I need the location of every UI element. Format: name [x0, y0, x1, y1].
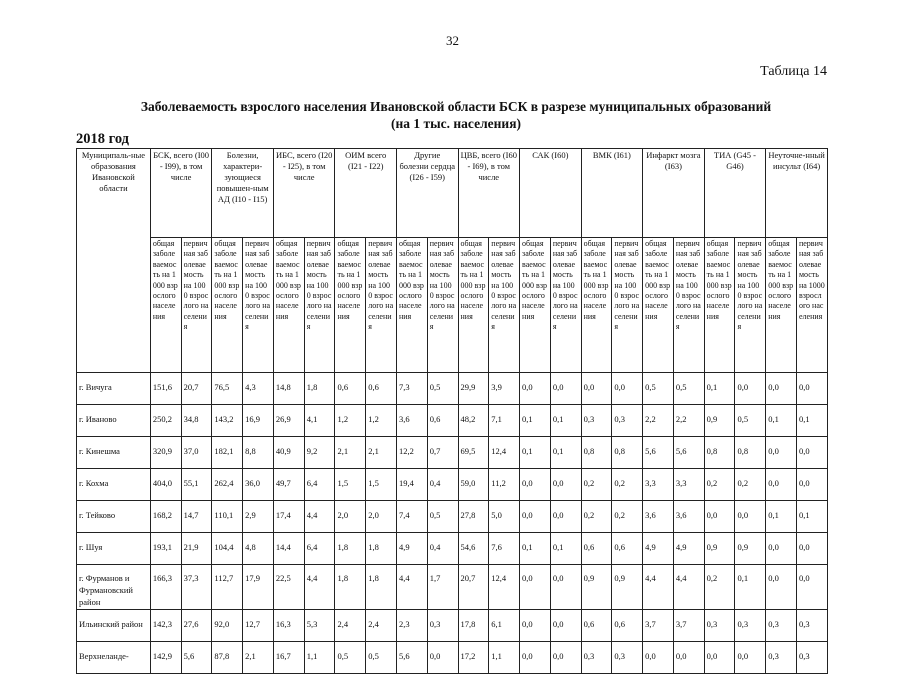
table-cell: 4,4	[304, 565, 335, 610]
table-cell: 2,1	[335, 437, 366, 469]
table-cell: 1,2	[366, 405, 397, 437]
header-primary-morbidity: первичная заболеваемость на 1000 взрослого населения	[796, 238, 827, 373]
table-cell: 0,3	[766, 610, 797, 642]
table-cell: 0,2	[612, 501, 643, 533]
table-cell: 0,0	[550, 373, 581, 405]
table-cell: 14,4	[273, 533, 304, 565]
table-row	[77, 405, 828, 437]
header-group: ЦВБ, всего (I60 - I69), в том числе	[458, 149, 520, 238]
header-general-morbidity: общая заболеваемость на 1000 взрослого населения	[396, 238, 427, 373]
header-group: ИБС, всего (I20 - I25), в том числе	[273, 149, 335, 238]
table-cell: 6,4	[304, 469, 335, 501]
table-cell: 1,8	[335, 565, 366, 610]
table-cell: 12,4	[489, 565, 520, 610]
table-cell: 5,0	[489, 501, 520, 533]
table-cell: 143,2	[212, 405, 243, 437]
table-cell: 19,4	[396, 469, 427, 501]
table-cell: 2,2	[643, 405, 674, 437]
table-cell: 0,5	[335, 642, 366, 674]
table-cell: 0,6	[581, 610, 612, 642]
table-cell: 1,5	[335, 469, 366, 501]
table-cell: 21,9	[181, 533, 212, 565]
table-cell: 1,8	[335, 533, 366, 565]
table-cell: 0,6	[581, 533, 612, 565]
header-group: ВМК (I61)	[581, 149, 643, 238]
table-cell: 2,0	[366, 501, 397, 533]
table-cell: 17,8	[458, 610, 489, 642]
table-cell: 0,8	[581, 437, 612, 469]
table-cell: 20,7	[181, 373, 212, 405]
header-primary-morbidity: первичная заболеваемость на 1000 взрослого населения	[550, 238, 581, 373]
table-cell: 0,1	[766, 405, 797, 437]
table-cell: 5,6	[643, 437, 674, 469]
table-cell: 14,8	[273, 373, 304, 405]
table-label: Таблица 14	[760, 64, 827, 79]
table-cell: 0,1	[520, 437, 551, 469]
header-group: ОИМ всего (I21 - I22)	[335, 149, 397, 238]
table-cell: 3,3	[673, 469, 704, 501]
table-cell: 3,7	[673, 610, 704, 642]
municipality-name: г. Тейково	[77, 501, 151, 533]
header-general-morbidity: общая заболеваемость на 1000 взрослого населения	[581, 238, 612, 373]
table-row	[77, 501, 828, 533]
table-cell: 0,0	[550, 610, 581, 642]
header-general-morbidity: общая заболеваемость на 1000 взрослого населения	[335, 238, 366, 373]
table-cell: 40,9	[273, 437, 304, 469]
header-general-morbidity: общая заболеваемость на 1000 взрослого населения	[458, 238, 489, 373]
header-primary-morbidity: первичная заболеваемость на 1000 взрослого населения	[489, 238, 520, 373]
table-cell: 3,9	[489, 373, 520, 405]
table-cell: 0,3	[735, 610, 766, 642]
table-cell: 16,9	[243, 405, 274, 437]
table-cell: 2,4	[335, 610, 366, 642]
table-cell: 4,9	[673, 533, 704, 565]
table-cell: 0,9	[704, 405, 735, 437]
table-cell: 0,0	[766, 565, 797, 610]
table-cell: 2,4	[366, 610, 397, 642]
table-cell: 22,5	[273, 565, 304, 610]
table-cell: 0,5	[643, 373, 674, 405]
table-cell: 1,2	[335, 405, 366, 437]
table-cell: 3,6	[673, 501, 704, 533]
table-cell: 0,0	[550, 501, 581, 533]
table-cell: 7,4	[396, 501, 427, 533]
table-cell: 0,0	[520, 501, 551, 533]
table-cell: 55,1	[181, 469, 212, 501]
header-municipality: Муниципаль-ные образования Ивановской области	[77, 149, 151, 373]
table-cell: 0,3	[581, 405, 612, 437]
table-cell: 0,0	[427, 642, 458, 674]
table-cell: 0,3	[766, 642, 797, 674]
header-group: ТИА (G45 - G46)	[704, 149, 766, 238]
table-cell: 2,3	[396, 610, 427, 642]
table-row	[77, 437, 828, 469]
table-cell: 0,2	[612, 469, 643, 501]
header-primary-morbidity: первичная заболеваемость на 1000 взрослого населения	[612, 238, 643, 373]
table-cell: 12,2	[396, 437, 427, 469]
table-cell: 0,9	[735, 533, 766, 565]
table-cell: 5,6	[673, 437, 704, 469]
table-row	[77, 642, 828, 674]
table-cell: 87,8	[212, 642, 243, 674]
table-cell: 2,2	[673, 405, 704, 437]
municipality-name: Ильинский район	[77, 610, 151, 642]
header-primary-morbidity: первичная заболеваемость на 1000 взрослого населения	[427, 238, 458, 373]
table-cell: 4,1	[304, 405, 335, 437]
header-group-row	[77, 149, 828, 238]
municipality-name: г. Иваново	[77, 405, 151, 437]
table-cell: 1,1	[489, 642, 520, 674]
header-primary-morbidity: первичная заболеваемость на 1000 взрослого населения	[366, 238, 397, 373]
table-cell: 0,4	[427, 533, 458, 565]
table-cell: 36,0	[243, 469, 274, 501]
table-row	[77, 610, 828, 642]
table-cell: 1,5	[366, 469, 397, 501]
table-cell: 2,0	[335, 501, 366, 533]
table-cell: 3,3	[643, 469, 674, 501]
table-cell: 16,7	[273, 642, 304, 674]
table-cell: 0,1	[550, 533, 581, 565]
header-group: Инфаркт мозга (I63)	[643, 149, 705, 238]
table-cell: 0,3	[796, 642, 827, 674]
table-cell: 26,9	[273, 405, 304, 437]
table-cell: 11,2	[489, 469, 520, 501]
table-cell: 193,1	[150, 533, 181, 565]
table-cell: 1,8	[304, 373, 335, 405]
table-cell: 320,9	[150, 437, 181, 469]
table-cell: 112,7	[212, 565, 243, 610]
table-cell: 142,9	[150, 642, 181, 674]
table-cell: 0,0	[735, 501, 766, 533]
table-cell: 0,6	[427, 405, 458, 437]
table-cell: 0,0	[766, 469, 797, 501]
table-cell: 0,9	[704, 533, 735, 565]
table-cell: 0,1	[796, 501, 827, 533]
table-cell: 0,1	[550, 437, 581, 469]
table-cell: 27,8	[458, 501, 489, 533]
table-cell: 20,7	[458, 565, 489, 610]
table-body	[77, 373, 828, 674]
header-general-morbidity: общая заболеваемость на 1000 взрослого населения	[150, 238, 181, 373]
table-cell: 110,1	[212, 501, 243, 533]
table-cell: 12,7	[243, 610, 274, 642]
table-row	[77, 533, 828, 565]
header-general-morbidity: общая заболеваемость на 1000 взрослого населения	[643, 238, 674, 373]
table-cell: 0,1	[704, 373, 735, 405]
table-cell: 0,0	[520, 373, 551, 405]
table-cell: 4,9	[643, 533, 674, 565]
municipality-name: г. Кинешма	[77, 437, 151, 469]
header-general-morbidity: общая заболеваемость на 1000 взрослого населения	[520, 238, 551, 373]
table-cell: 1,8	[366, 533, 397, 565]
table-cell: 5,6	[396, 642, 427, 674]
table-cell: 49,7	[273, 469, 304, 501]
table-cell: 17,2	[458, 642, 489, 674]
table-cell: 4,4	[304, 501, 335, 533]
table-cell: 4,4	[673, 565, 704, 610]
table-cell: 0,0	[550, 642, 581, 674]
table-cell: 182,1	[212, 437, 243, 469]
table-cell: 0,0	[766, 437, 797, 469]
table-cell: 54,6	[458, 533, 489, 565]
table-cell: 1,1	[304, 642, 335, 674]
table-cell: 2,9	[243, 501, 274, 533]
header-primary-morbidity: первичная заболеваемость на 1000 взрослого населения	[243, 238, 274, 373]
table-cell: 0,3	[581, 642, 612, 674]
header-group: БСК, всего (I00 - I99), в том числе	[150, 149, 212, 238]
table-cell: 0,1	[796, 405, 827, 437]
table-cell: 29,9	[458, 373, 489, 405]
table-cell: 0,0	[520, 642, 551, 674]
header-general-morbidity: общая заболеваемость на 1000 взрослого населения	[212, 238, 243, 373]
municipality-name: г. Вичуга	[77, 373, 151, 405]
table-cell: 166,3	[150, 565, 181, 610]
table-cell: 0,0	[520, 610, 551, 642]
table-cell: 0,0	[581, 373, 612, 405]
table-cell: 0,8	[612, 437, 643, 469]
table-cell: 17,4	[273, 501, 304, 533]
table-cell: 6,1	[489, 610, 520, 642]
table-cell: 0,0	[643, 642, 674, 674]
table-cell: 0,5	[366, 642, 397, 674]
table-cell: 0,1	[550, 405, 581, 437]
table-cell: 37,3	[181, 565, 212, 610]
table-row	[77, 469, 828, 501]
table-cell: 1,8	[366, 565, 397, 610]
table-cell: 0,7	[427, 437, 458, 469]
table-cell: 0,0	[796, 437, 827, 469]
table-cell: 0,3	[427, 610, 458, 642]
table-cell: 12,4	[489, 437, 520, 469]
header-group: Неуточне-нный инсульт (I64)	[766, 149, 828, 238]
table-cell: 0,5	[673, 373, 704, 405]
table-cell: 3,6	[396, 405, 427, 437]
table-cell: 0,5	[427, 501, 458, 533]
table-cell: 0,3	[796, 610, 827, 642]
header-primary-morbidity: первичная заболеваемость на 1000 взрослого населения	[673, 238, 704, 373]
table-cell: 0,1	[735, 565, 766, 610]
table-cell: 17,9	[243, 565, 274, 610]
table-cell: 0,0	[520, 565, 551, 610]
table-cell: 0,1	[766, 501, 797, 533]
table-cell: 0,2	[704, 469, 735, 501]
title-line-1: Заболеваемость взрослого населения Ивановской области БСК в разрезе муниципальных образований	[140, 99, 772, 114]
table-cell: 0,0	[766, 533, 797, 565]
table-cell: 48,2	[458, 405, 489, 437]
table-cell: 168,2	[150, 501, 181, 533]
table-cell: 8,8	[243, 437, 274, 469]
table-cell: 34,8	[181, 405, 212, 437]
table-cell: 0,0	[520, 469, 551, 501]
table-cell: 0,0	[796, 373, 827, 405]
table-cell: 5,3	[304, 610, 335, 642]
table-cell: 0,3	[704, 610, 735, 642]
table-cell: 0,0	[550, 469, 581, 501]
table-cell: 0,6	[612, 533, 643, 565]
table-cell: 1,7	[427, 565, 458, 610]
table-cell: 7,1	[489, 405, 520, 437]
morbidity-table	[76, 148, 828, 674]
header-primary-morbidity: первичная заболеваемость на 1000 взрослого населения	[304, 238, 335, 373]
header-primary-morbidity: первичная заболеваемость на 1000 взрослого населения	[735, 238, 766, 373]
table-cell: 4,8	[243, 533, 274, 565]
table-cell: 0,0	[550, 565, 581, 610]
table-cell: 0,0	[704, 642, 735, 674]
table-cell: 0,0	[796, 533, 827, 565]
table-cell: 16,3	[273, 610, 304, 642]
table-cell: 0,1	[520, 533, 551, 565]
table-cell: 0,2	[581, 501, 612, 533]
table-cell: 0,6	[612, 610, 643, 642]
page-number: 32	[446, 33, 459, 48]
table-cell: 3,6	[643, 501, 674, 533]
table-cell: 4,3	[243, 373, 274, 405]
title-line-2: (на 1 тыс. населения)	[390, 116, 522, 131]
table-cell: 37,0	[181, 437, 212, 469]
table-cell: 0,2	[581, 469, 612, 501]
table-cell: 3,7	[643, 610, 674, 642]
table-cell: 0,0	[612, 373, 643, 405]
table-cell: 5,6	[181, 642, 212, 674]
table-cell: 0,4	[427, 469, 458, 501]
table-cell: 0,6	[366, 373, 397, 405]
table-cell: 9,2	[304, 437, 335, 469]
table-cell: 0,1	[520, 405, 551, 437]
table-title	[60, 98, 852, 132]
table-cell: 0,0	[735, 642, 766, 674]
table-cell: 0,9	[612, 565, 643, 610]
table-cell: 404,0	[150, 469, 181, 501]
header-sub-row	[77, 238, 828, 373]
table-cell: 0,3	[612, 642, 643, 674]
header-group: Болезни, характери-зующиеся повышен-ным АД (I10 - I15)	[212, 149, 274, 238]
table-row	[77, 373, 828, 405]
table-cell: 0,0	[673, 642, 704, 674]
municipality-name: г. Шуя	[77, 533, 151, 565]
table-cell: 104,4	[212, 533, 243, 565]
header-general-morbidity: общая заболеваемость на 1000 взрослого населения	[704, 238, 735, 373]
table-cell: 0,2	[735, 469, 766, 501]
table-cell: 7,3	[396, 373, 427, 405]
table-cell: 4,4	[396, 565, 427, 610]
header-group: Другие болезни сердца (I26 - I59)	[396, 149, 458, 238]
table-cell: 7,6	[489, 533, 520, 565]
table-cell: 27,6	[181, 610, 212, 642]
table-cell: 0,8	[704, 437, 735, 469]
table-cell: 76,5	[212, 373, 243, 405]
year-label: 2018 год	[76, 131, 130, 147]
table-cell: 4,4	[643, 565, 674, 610]
table-cell: 92,0	[212, 610, 243, 642]
table-cell: 0,0	[735, 373, 766, 405]
header-general-morbidity: общая заболеваемость на 1000 взрослого населения	[766, 238, 797, 373]
table-cell: 0,0	[796, 565, 827, 610]
table-cell: 14,7	[181, 501, 212, 533]
table-cell: 6,4	[304, 533, 335, 565]
table-cell: 262,4	[212, 469, 243, 501]
table-row	[77, 565, 828, 610]
table-cell: 151,6	[150, 373, 181, 405]
table-cell: 59,0	[458, 469, 489, 501]
table-cell: 0,3	[612, 405, 643, 437]
table-cell: 0,9	[581, 565, 612, 610]
header-general-morbidity: общая заболеваемость на 1000 взрослого населения	[273, 238, 304, 373]
table-cell: 2,1	[243, 642, 274, 674]
table-cell: 4,9	[396, 533, 427, 565]
table-cell: 69,5	[458, 437, 489, 469]
table-cell: 0,2	[704, 565, 735, 610]
table-cell: 0,0	[766, 373, 797, 405]
municipality-name: Верхнеланде-	[77, 642, 151, 674]
table-cell: 0,0	[704, 501, 735, 533]
table-cell: 0,0	[796, 469, 827, 501]
table-cell: 0,5	[735, 405, 766, 437]
municipality-name: г. Кохма	[77, 469, 151, 501]
header-group: САК (I60)	[520, 149, 582, 238]
table-cell: 0,6	[335, 373, 366, 405]
table-cell: 0,8	[735, 437, 766, 469]
municipality-name: г. Фурманов и Фурмановский район	[77, 565, 151, 610]
table-cell: 250,2	[150, 405, 181, 437]
header-primary-morbidity: первичная заболеваемость на 1000 взрослого населения	[181, 238, 212, 373]
table-cell: 2,1	[366, 437, 397, 469]
table-cell: 142,3	[150, 610, 181, 642]
table-cell: 0,5	[427, 373, 458, 405]
